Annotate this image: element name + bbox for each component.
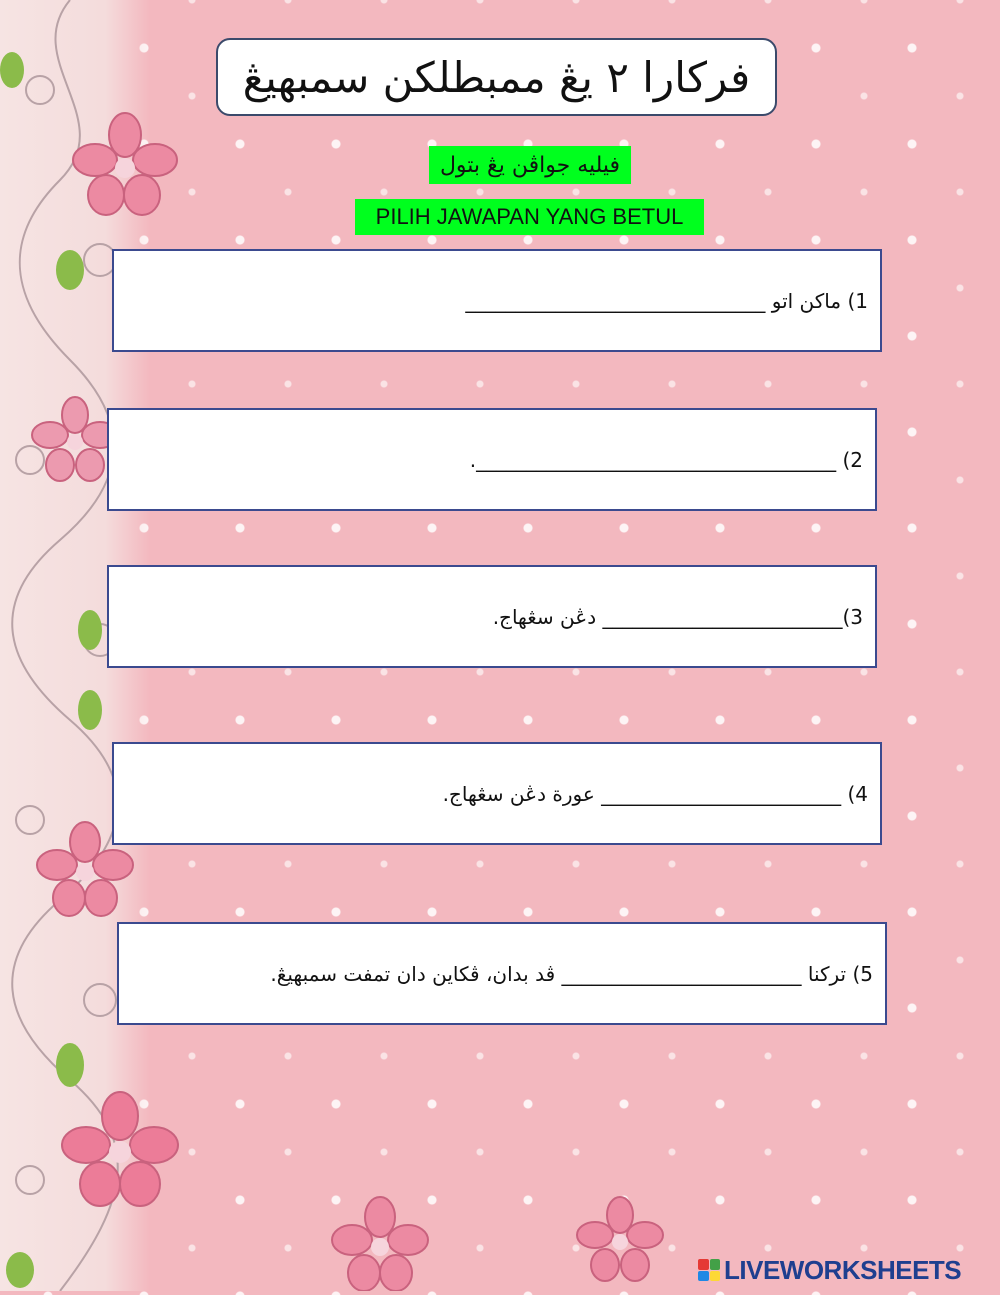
question-text-1: 1) ماكن اتو ______________________________	[465, 288, 868, 313]
instruction-jawi-text: فيليه جواڤن يڠ بتول	[439, 152, 621, 178]
logo-text: LIVEWORKSHEETS	[724, 1254, 962, 1285]
question-box-1[interactable]	[112, 249, 882, 352]
instruction-jawi	[429, 146, 631, 184]
question-text-2: 2) ____________________________________.	[469, 447, 863, 472]
question-text-5: 5) تركنا ________________________ ڤد بدان، ڤكاين دان تمفت سمبهيڠ.	[270, 961, 873, 986]
question-box-5[interactable]	[117, 922, 887, 1025]
question-box-3[interactable]	[107, 565, 877, 668]
question-text-4: 4) ________________________ عورة دڠن سڠهاج.	[442, 781, 868, 806]
liveworksheets-logo[interactable]	[698, 1256, 961, 1284]
flower-icon	[70, 110, 180, 220]
instruction-rumi-text: PILIH JAWAPAN YANG BETUL	[375, 204, 684, 229]
instruction-rumi	[355, 199, 704, 235]
liveworksheets-logo-icon	[698, 1259, 720, 1281]
flower-icon	[330, 1195, 430, 1291]
question-box-2[interactable]	[107, 408, 877, 511]
worksheet-title	[216, 38, 777, 116]
flower-icon	[60, 1090, 180, 1210]
flower-icon	[575, 1195, 665, 1291]
question-box-4[interactable]	[112, 742, 882, 845]
worksheet-title-text: فركارا ٢ يڠ ممبطلكن سمبهيڠ	[242, 52, 751, 102]
question-text-3: 3)________________________ دڠن سڠهاج.	[492, 604, 863, 629]
